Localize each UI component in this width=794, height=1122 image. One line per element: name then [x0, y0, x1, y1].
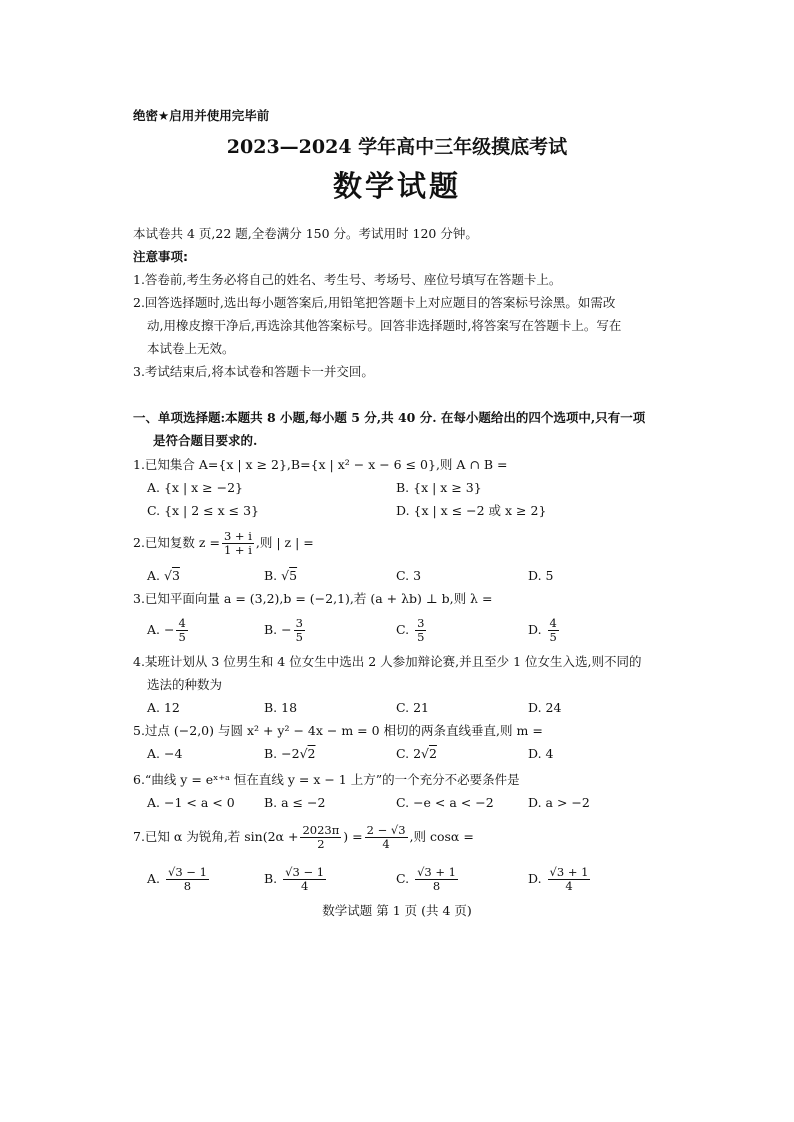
q1-stem: 1.已知集合 A={x | x ≥ 2},B={x | x² − x − 6 ≤ 0},则 A ∩ B = [133, 457, 508, 472]
q6-stem: 6.“曲线 y = eˣ⁺ᵃ 恒在直线 y = x − 1 上方”的一个充分不必要条件是 [133, 772, 520, 787]
note-item-2-line-1: 2.回答选择题时,选出每小题答案后,用铅笔把答题卡上对应题目的答案标号涂黑。如需改 [133, 295, 616, 310]
q2-stem: 2.已知复数 z = $\frac{3 + i}{1 + i}$ ,则 | z | = [133, 529, 314, 557]
q4-option-c: C. 21 [396, 700, 429, 715]
q6-option-a: A. −1 < a < 0 [147, 795, 235, 810]
subject-title: 数学试题 [332, 169, 461, 203]
q7-option-d: D. $\frac{√3 + 1}{4}$ [528, 865, 589, 893]
q6-option-b: B. a ≤ −2 [264, 795, 326, 810]
q2-option-a: A. √3 [147, 568, 180, 583]
q5-option-d: D. 4 [528, 746, 554, 761]
q4-stem-line-1: 4.某班计划从 3 位男生和 4 位女生中选出 2 人参加辩论赛,并且至少 1 位女生入选,则不同的 [133, 654, 642, 669]
exam-title: 2023—2024 学年高中三年级摸底考试 [226, 136, 568, 158]
q4-option-d: D. 24 [528, 700, 562, 715]
q1-option-c: C. {x | 2 ≤ x ≤ 3} [147, 503, 259, 518]
q7-option-b: B. $\frac{√3 - 1}{4}$ [264, 865, 325, 893]
note-item-3: 3.考试结束后,将本试卷和答题卡一并交回。 [133, 364, 374, 379]
q4-stem-line-2: 选法的种数为 [147, 677, 223, 692]
section-heading-line-1: 一、单项选择题:本题共 8 小题,每小题 5 分,共 40 分. 在每小题给出的四个选项中,只有一项 [133, 410, 646, 425]
q2-option-b: B. √5 [264, 568, 298, 583]
q2-option-d: D. 5 [528, 568, 554, 583]
q1-option-b: B. {x | x ≥ 3} [396, 480, 482, 495]
q5-option-c: C. 2√2 [396, 746, 437, 761]
page-footer: 数学试题 第 1 页 (共 4 页) [322, 903, 472, 918]
q5-option-b: B. −2√2 [264, 746, 316, 761]
notes-title: 注意事项: [133, 249, 188, 264]
q7-option-a: A. $\frac{√3 - 1}{8}$ [147, 865, 207, 893]
q3-option-c: C. $\frac{3}{5}$ [396, 616, 425, 644]
q1-option-a: A. {x | x ≥ −2} [147, 480, 243, 495]
q3-option-d: D. $\frac{4}{5}$ [528, 616, 557, 644]
q3-option-a: A. − $\frac{4}{5}$ [147, 616, 186, 644]
confidential-label: 绝密★启用并使用完毕前 [133, 108, 270, 123]
section-heading-line-2: 是符合题目要求的. [153, 433, 258, 448]
q5-option-a: A. −4 [147, 746, 183, 761]
q4-option-a: A. 12 [147, 700, 180, 715]
intro-text: 本试卷共 4 页,22 题,全卷满分 150 分。考试用时 120 分钟。 [133, 226, 478, 241]
q2-fraction: $\frac{3 + i}{1 + i}$ [223, 529, 252, 557]
q4-option-b: B. 18 [264, 700, 298, 715]
q7-option-c: C. $\frac{√3 + 1}{8}$ [396, 865, 456, 893]
note-item-2-line-3: 本试卷上无效。 [147, 341, 235, 356]
q2-option-c: C. 3 [396, 568, 422, 583]
q6-option-d: D. a > −2 [528, 795, 590, 810]
note-item-2-line-2: 动,用橡皮擦干净后,再选涂其他答案标号。回答非选择题时,将答案写在答题卡上。写在 [147, 318, 622, 333]
q5-stem: 5.过点 (−2,0) 与圆 x² + y² − 4x − m = 0 相切的两条直线垂直,则 m = [133, 723, 543, 738]
q6-option-c: C. −e < a < −2 [396, 795, 494, 810]
q7-stem: 7.已知 α 为锐角,若 sin(2α + $\frac{2023\pi}{2}$ ) = $\frac{2 - √3}{4}$ ,则 cosα = [133, 823, 474, 851]
q3-option-b: B. − $\frac{3}{5}$ [264, 616, 303, 644]
q3-stem: 3.已知平面向量 a = (3,2),b = (−2,1),若 (a + λb) ⊥ b,则 λ = [133, 591, 493, 606]
q1-option-d: D. {x | x ≤ −2 或 x ≥ 2} [396, 503, 547, 518]
note-item-1: 1.答卷前,考生务必将自己的姓名、考生号、考场号、座位号填写在答题卡上。 [133, 272, 562, 287]
